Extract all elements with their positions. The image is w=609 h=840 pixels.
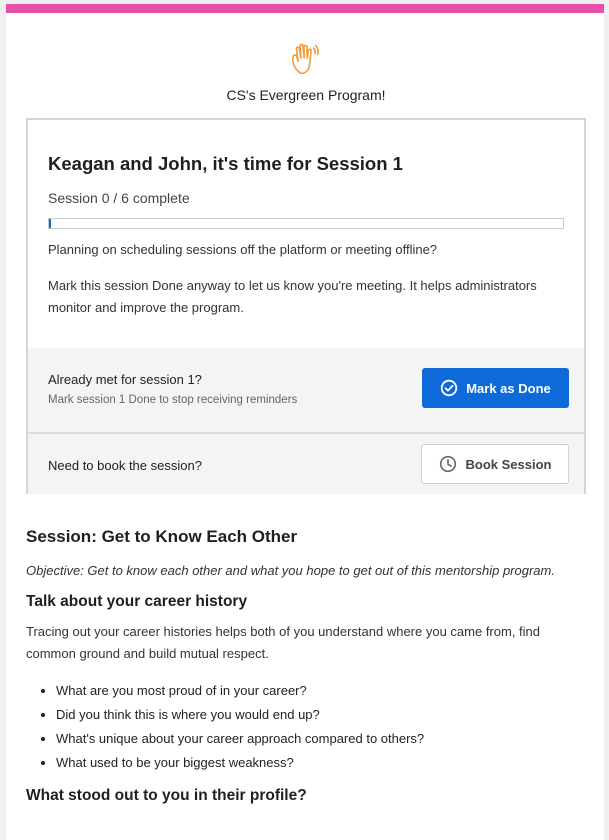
book-session-button-label: Book Session (465, 456, 552, 472)
mark-as-done-button[interactable] (422, 368, 569, 408)
mark-as-done-label: Mark as Done (466, 380, 551, 396)
book-session-button[interactable] (421, 444, 569, 484)
session-card-title: Keagan and John, it's time for Session 1 (48, 153, 403, 174)
section-heading-career-history: Talk about your career history (26, 593, 248, 610)
session-card (26, 118, 586, 494)
mark-done-label: Already met for session 1? (48, 372, 202, 387)
list-item: • Did you think this is where you would end up? (56, 703, 586, 727)
session-title: Session: Get to Know Each Other (26, 527, 298, 546)
book-session-row (28, 432, 584, 494)
session-progress-text: Session 0 / 6 complete (48, 190, 190, 206)
list-item: • What's unique about your career approach compared to others? (56, 727, 586, 751)
session-content (26, 527, 586, 805)
section-text-career-history: Tracing out your career histories helps both of you understand where you came from, find common ground and build mutual respect. (26, 624, 541, 661)
check-circle-icon (440, 379, 458, 397)
offline-question-text: Planning on scheduling sessions off the platform or meeting offline? (48, 242, 438, 257)
accent-bar (6, 4, 604, 13)
section-heading-profile: What stood out to you in their profile? (26, 787, 307, 804)
question-list (26, 679, 586, 775)
book-session-label: Need to book the session? (48, 458, 202, 473)
page (6, 4, 604, 840)
clock-icon (439, 455, 457, 473)
mark-done-subtext: Mark session 1 Done to stop receiving reminders (48, 394, 298, 406)
progress-bar (48, 218, 564, 229)
list-item: • What are you most proud of in your career? (56, 679, 586, 703)
program-title: CS's Evergreen Program! (226, 87, 386, 103)
mark-done-row (28, 348, 584, 432)
session-objective: Objective: Get to know each other and what you hope to get out of this mentorship program. (26, 563, 555, 578)
progress-bar-fill (49, 219, 51, 228)
list-item: • What used to be your biggest weakness? (56, 751, 586, 775)
waving-hand-icon (290, 42, 320, 78)
offline-explanation-text: Mark this session Done anyway to let us know you're meeting. It helps administrators monitor and improve the program. (48, 278, 537, 315)
